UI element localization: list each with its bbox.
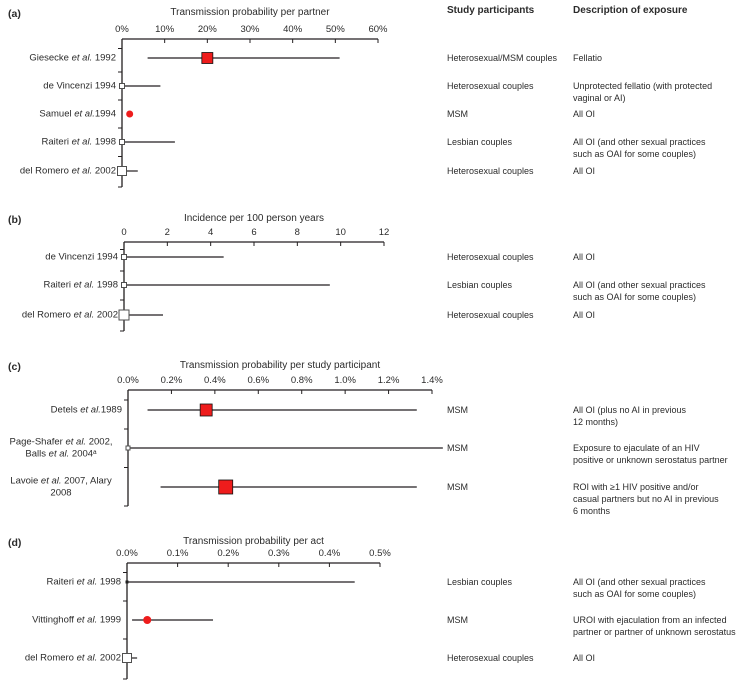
- study-label-line: Raiteri et al. 1998: [46, 576, 121, 588]
- study-label-line: de Vincenzi 1994: [45, 251, 118, 263]
- study-label: [0, 165, 116, 177]
- participants-cell: MSM: [447, 615, 468, 625]
- exposure-cell: [573, 614, 752, 638]
- red-square-marker: [219, 480, 233, 494]
- red-circle-marker: [143, 616, 151, 624]
- exposure-line: All OI: [573, 653, 596, 663]
- exposure-cell: [573, 80, 752, 104]
- study-label: [0, 476, 122, 499]
- axis-tick-label: 0.8%: [290, 375, 313, 386]
- study-label-line: del Romero et al. 2002: [24, 652, 121, 664]
- study-label: [0, 279, 118, 291]
- panel-label: (d): [8, 537, 22, 549]
- axis-tick-label: 20%: [197, 24, 217, 35]
- participants-cell: Lesbian couples: [447, 137, 513, 147]
- exposure-line: 12 months): [573, 417, 619, 427]
- exposure-line: All OI: [573, 252, 596, 262]
- axis-tick-label: 0%: [115, 24, 129, 35]
- exposure-line: such as OAI for some couples): [573, 589, 697, 599]
- exposure-line: ROI with ≥1 HIV positive and/or: [573, 482, 699, 492]
- open-square-marker: [120, 84, 125, 89]
- participants-cell: Heterosexual/MSM couples: [447, 53, 558, 63]
- study-label: [0, 136, 116, 148]
- study-label-line: Raiteri et al. 1998: [43, 279, 118, 291]
- open-square-marker: [123, 654, 132, 663]
- participants-cell: Heterosexual couples: [447, 310, 534, 320]
- axis-tick-label: 10: [335, 227, 346, 238]
- red-square-marker: [202, 53, 213, 64]
- panel-label: (a): [8, 8, 21, 20]
- study-label: [0, 614, 121, 626]
- exposure-line: All OI: [573, 310, 596, 320]
- column-header-participants: Study participants: [447, 5, 535, 16]
- exposure-cell: [573, 481, 752, 517]
- axis-tick-label: 4: [208, 227, 214, 238]
- participants-cell: Heterosexual couples: [447, 653, 534, 663]
- participants-cell: MSM: [447, 443, 468, 453]
- red-circle-marker: [126, 111, 133, 118]
- panel-label: (b): [8, 214, 22, 226]
- black-square-marker: [126, 581, 129, 584]
- exposure-cell: [573, 165, 752, 177]
- exposure-line: casual partners but no AI in previous: [573, 494, 719, 504]
- exposure-line: All OI (and other sexual practices: [573, 577, 706, 587]
- participants-cell: Heterosexual couples: [447, 81, 534, 91]
- axis-tick-label: 0.2%: [160, 375, 183, 386]
- exposure-line: All OI (and other sexual practices: [573, 280, 706, 290]
- exposure-cell: [573, 136, 752, 160]
- red-square-marker: [200, 404, 212, 416]
- axis-tick-label: 10%: [155, 24, 175, 35]
- exposure-line: partner or partner of unknown serostatus: [573, 627, 736, 637]
- exposure-line: UROI with ejaculation from an infected: [573, 615, 727, 625]
- study-label: [0, 309, 118, 321]
- exposure-cell: [573, 576, 752, 600]
- exposure-line: 6 months: [573, 506, 611, 516]
- participants-cell: MSM: [447, 109, 468, 119]
- study-label-line: del Romero et al. 2002: [21, 309, 118, 321]
- axis-tick-label: 1.0%: [334, 375, 356, 386]
- exposure-line: All OI: [573, 109, 596, 119]
- exposure-line: such as OAI for some couples): [573, 292, 697, 302]
- study-label: [0, 404, 122, 416]
- study-label: [0, 576, 121, 588]
- exposure-cell: [573, 251, 752, 263]
- study-label: [0, 52, 116, 64]
- axis-tick-label: 1.2%: [377, 375, 400, 386]
- exposure-cell: [573, 309, 752, 321]
- panel-title: Transmission probability per study participant: [179, 360, 381, 371]
- axis-tick-label: 1.4%: [421, 375, 443, 386]
- panel-label: (c): [8, 361, 21, 373]
- exposure-cell: [573, 279, 752, 303]
- open-square-marker: [120, 140, 125, 145]
- axis-tick-label: 30%: [240, 24, 260, 35]
- study-label: [0, 251, 118, 263]
- open-square-marker: [119, 310, 129, 320]
- study-label-line: del Romero et al. 2002: [19, 165, 116, 177]
- study-label-line: Balls et al. 2004ᵃ: [25, 448, 97, 459]
- exposure-cell: [573, 108, 752, 120]
- exposure-line: All OI (and other sexual practices: [573, 137, 706, 147]
- axis-tick-label: 12: [378, 227, 390, 238]
- axis-tick-label: 2: [164, 227, 170, 238]
- study-label-line: Detels et al.1989: [50, 404, 122, 416]
- panel-title: Transmission probability per partner: [170, 7, 330, 18]
- axis-tick-label: 0.2%: [217, 548, 240, 559]
- axis-tick-label: 50%: [325, 24, 345, 35]
- exposure-line: All OI (plus no AI in previous: [573, 405, 687, 415]
- study-label-line: Page-Shafer et al. 2002,: [9, 436, 113, 448]
- axis-tick-label: 0.0%: [116, 548, 138, 559]
- participants-cell: Lesbian couples: [447, 577, 513, 587]
- open-square-marker: [122, 255, 127, 260]
- study-label-line: 2008: [50, 487, 72, 498]
- axis-tick-label: 60%: [368, 24, 388, 35]
- exposure-cell: [573, 52, 752, 64]
- axis-tick-label: 0.6%: [247, 375, 270, 386]
- column-header-exposure: Description of exposure: [573, 5, 688, 16]
- participants-cell: MSM: [447, 405, 468, 415]
- study-label: [0, 652, 121, 664]
- exposure-cell: [573, 652, 752, 664]
- study-label: [0, 108, 116, 120]
- axis-tick-label: 0: [121, 227, 127, 238]
- axis-tick-label: 40%: [283, 24, 303, 35]
- study-label-line: Lavoie et al. 2007, Alary: [10, 475, 112, 487]
- exposure-line: vaginal or AI): [573, 93, 626, 103]
- panel-title: Incidence per 100 person years: [183, 213, 325, 224]
- open-square-marker: [122, 283, 127, 288]
- exposure-line: Unprotected fellatio (with protected: [573, 81, 713, 91]
- study-label-line: de Vincenzi 1994: [43, 80, 116, 92]
- study-label-line: Vittinghoff et al. 1999: [32, 614, 121, 626]
- participants-cell: Heterosexual couples: [447, 252, 534, 262]
- study-label-line: Samuel et al.1994: [39, 108, 116, 120]
- participants-cell: Heterosexual couples: [447, 166, 534, 176]
- exposure-cell: [573, 404, 752, 428]
- exposure-line: such as OAI for some couples): [573, 149, 697, 159]
- axis-tick-label: 8: [294, 227, 300, 238]
- exposure-cell: [573, 442, 752, 466]
- exposure-line: Exposure to ejaculate of an HIV: [573, 443, 700, 453]
- axis-tick-label: 0.3%: [267, 548, 290, 559]
- open-square-marker: [126, 446, 130, 450]
- participants-cell: Lesbian couples: [447, 280, 513, 290]
- axis-tick-label: 0.0%: [117, 375, 139, 386]
- axis-tick-label: 0.4%: [204, 375, 226, 386]
- participants-cell: MSM: [447, 482, 468, 492]
- exposure-line: All OI: [573, 166, 596, 176]
- study-label-line: Raiteri et al. 1998: [41, 136, 116, 148]
- study-label: [0, 437, 122, 460]
- axis-tick-label: 0.5%: [369, 548, 391, 559]
- study-label-line: Giesecke et al. 1992: [29, 52, 116, 64]
- panel-title: Transmission probability per act: [183, 536, 324, 547]
- axis-tick-label: 0.4%: [318, 548, 341, 559]
- exposure-line: Fellatio: [573, 53, 603, 63]
- axis-tick-label: 6: [251, 227, 257, 238]
- exposure-line: positive or unknown serostatus partner: [573, 455, 728, 465]
- axis-tick-label: 0.1%: [166, 548, 189, 559]
- open-square-marker: [118, 167, 127, 176]
- study-label: [0, 80, 116, 92]
